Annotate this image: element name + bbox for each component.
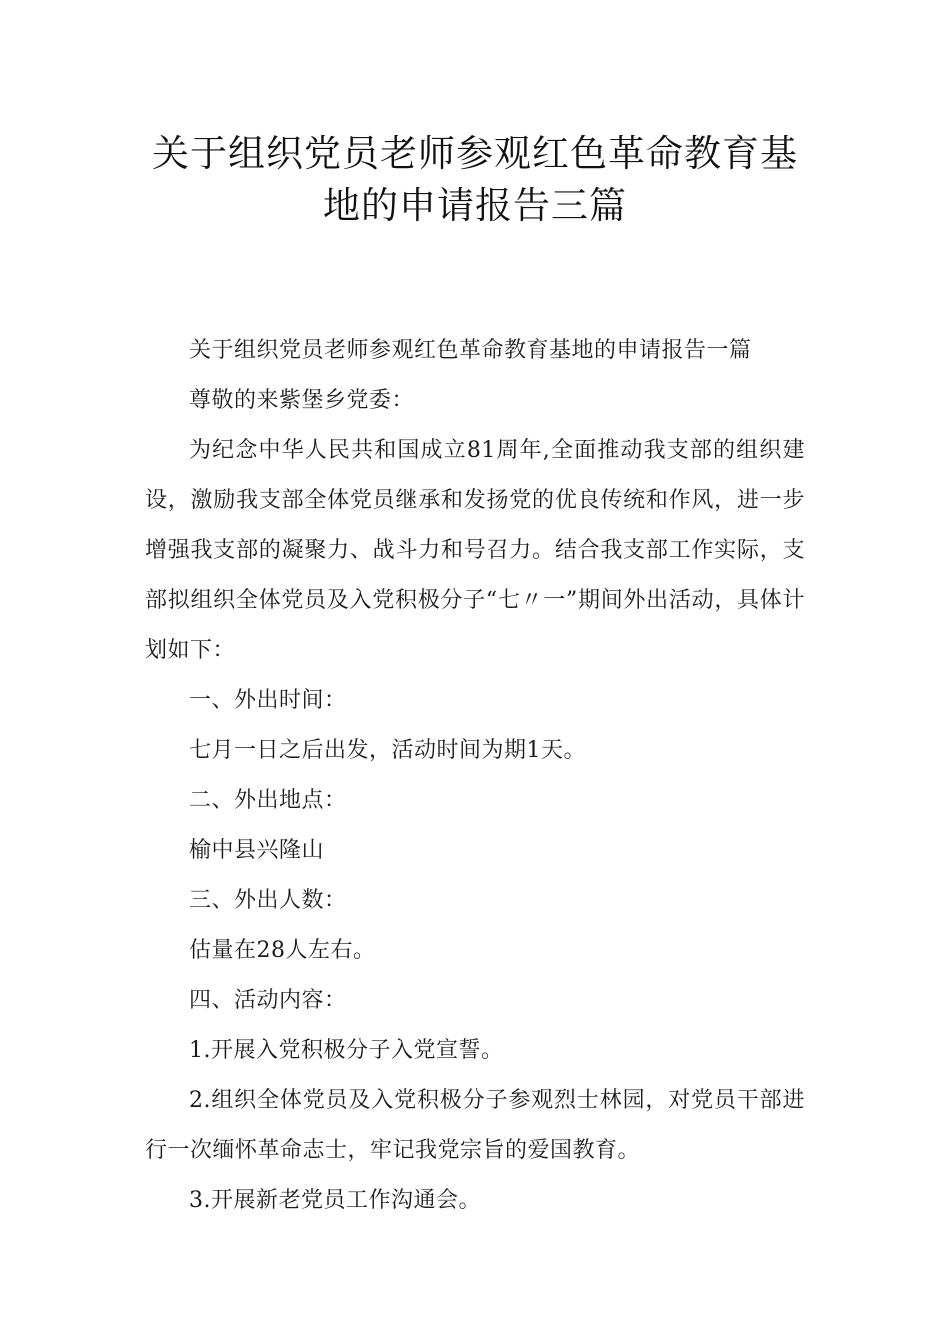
report-subtitle: 关于组织党员老师参观红色革命教育基地的申请报告一篇 [189, 338, 752, 363]
title-line-2: 地的申请报告三篇 [323, 184, 627, 227]
section-heading-time: 一、外出时间： [189, 688, 347, 713]
content-item-2: 2.组织全体党员及入党积极分子参观烈士林园，对党员干部进行一次缅怀革命志士，牢记我党宗旨的爱国教育。 [145, 1088, 805, 1163]
section-text-place: 榆中县兴隆山 [189, 838, 325, 863]
section-heading-place: 二、外出地点： [189, 788, 347, 813]
section-heading-content: 四、活动内容： [189, 988, 347, 1013]
intro-paragraph: 为纪念中华人民共和国成立81周年,全面推动我支部的组织建设，激励我支部全体党员继承和发扬党的优良传统和作风，进一步增强我支部的凝聚力、战斗力和号召力。结合我支部工作实际，支部拟组织全体党员及入党积极分子“七〃一”期间外出活动，具体计划如下： [145, 438, 805, 663]
title-line-1: 关于组织党员老师参观红色革命教育基 [152, 132, 798, 175]
salutation: 尊敬的来紫堡乡党委： [189, 388, 415, 413]
document-body [145, 326, 805, 1226]
content-item-3: 3.开展新老党员工作沟通会。 [189, 1188, 481, 1213]
section-heading-count: 三、外出人数： [189, 888, 347, 913]
section-text-count: 估量在28人左右。 [189, 938, 376, 963]
content-item-1: 1.开展入党积极分子入党宣誓。 [189, 1038, 504, 1063]
document-title [135, 128, 815, 232]
section-text-time: 七月一日之后出发，活动时间为期1天。 [189, 738, 586, 763]
